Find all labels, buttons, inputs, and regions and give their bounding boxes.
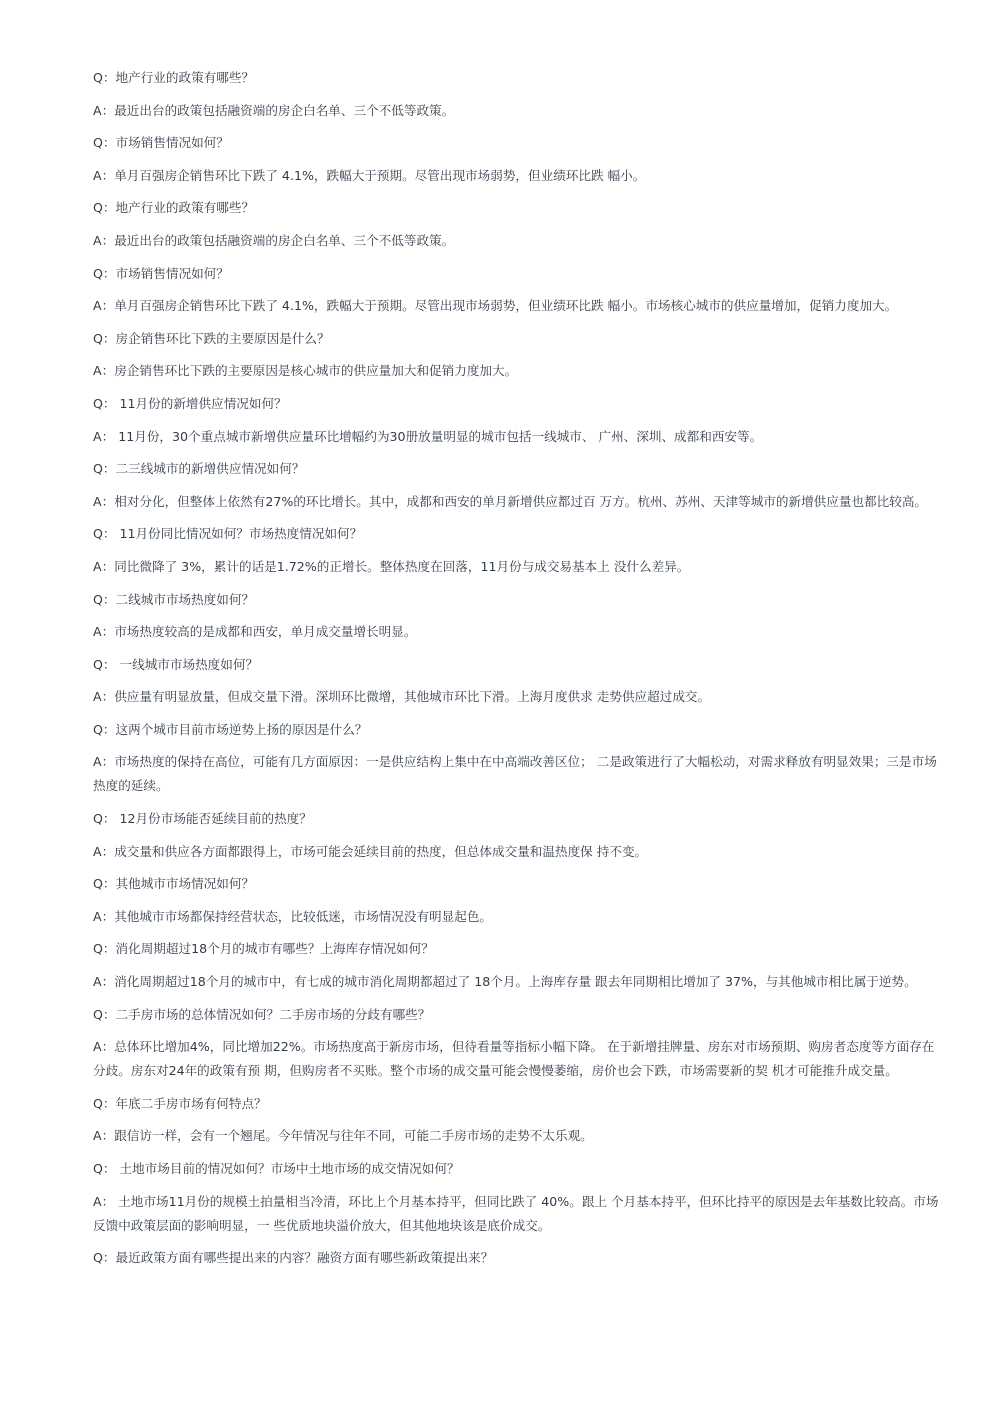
answer-line: A：市场热度较高的是成都和西安，单月成交量增长明显。: [93, 624, 417, 640]
question-line: Q：二手房市场的总体情况如何？二手房市场的分歧有哪些？: [93, 1006, 431, 1022]
question-line: Q：最近政策方面有哪些提出来的内容？融资方面有哪些新政策提出来？: [93, 1250, 494, 1266]
answer-line: A： 11月份，30个重点城市新增供应量环比增幅约为30册放量明显的城市包括一线城市、 广州、深圳、成都和西安等。: [93, 428, 763, 444]
question-line: Q：市场销售情况如何？: [93, 135, 229, 151]
answer-line: A：其他城市市场都保持经营状态，比较低迷，市场情况没有明显起色。: [93, 908, 493, 924]
answer-line: A： 土地市场11月份的规模土拍量相当冷清，环比上个月基本持平，但同比跌了 40%。跟上 个月基本持平，但环比持平的原因是去年基数比较高。市场反馈中政策层面的影响明显，一 些优质地块溢价放大，但其他地块该是底价成交。: [93, 1193, 939, 1233]
answer-line: A：跟信访一样，会有一个翘尾。今年情况与往年不同，可能二手房市场的走势不太乐观。: [93, 1128, 593, 1144]
qa-list: [93, 66, 945, 1279]
question-line: Q： 土地市场目前的情况如何？市场中土地市场的成交情况如何？: [93, 1161, 460, 1176]
question-line: Q：二三线城市的新增供应情况如何？: [93, 461, 305, 477]
answer-line: A：相对分化，但整体上依然有27%的环比增长。其中，成都和西安的单月新增供应都过百 万方。杭州、苏州、天津等城市的新增供应量也都比较高。: [93, 493, 928, 509]
question-line: Q：年底二手房市场有何特点？: [93, 1095, 267, 1111]
question-line: Q：地产行业的政策有哪些？: [93, 200, 255, 216]
question-line: Q： 11月份同比情况如何？市场热度情况如何？: [93, 526, 363, 542]
answer-line: A：总体环比增加4%，同比增加22%。市场热度高于新房市场，但待看量等指标小幅下降。 在于新增挂牌量、房东对市场预期、购房者态度等方面存在分歧。房东对24年的政策有预 期，但购房者不买账。整个市场的成交量可能会慢慢萎缩，房价也会下跌，市场需要新的契 机才可能推升成交量。: [93, 1039, 935, 1079]
question-line: Q：二线城市市场热度如何？: [93, 591, 255, 607]
answer-line: A：房企销售环比下跌的主要原因是核心城市的供应量加大和促销力度加大。: [93, 363, 518, 379]
question-line: Q：市场销售情况如何？: [93, 265, 229, 281]
answer-line: A：市场热度的保持在高位，可能有几方面原因：一是供应结构上集中在中高端改善区位； 二是政策进行了大幅松动，对需求释放有明显效果；三是市场热度的延续。: [93, 754, 937, 794]
question-line: Q： 一线城市市场热度如何？: [93, 656, 259, 672]
answer-line: A：供应量有明显放量，但成交量下滑。深圳环比微增，其他城市环比下滑。上海月度供求 走势供应超过成交。: [93, 689, 711, 705]
question-line: Q：地产行业的政策有哪些？: [93, 70, 255, 85]
answer-line: A：消化周期超过18个月的城市中，有七成的城市消化周期都超过了 18个月。上海库存量 跟去年同期相比增加了 37%，与其他城市相比属于逆势。: [93, 974, 917, 990]
answer-line: A：最近出台的政策包括融资端的房企白名单、三个不低等政策。: [93, 232, 455, 248]
question-line: Q： 11月份的新增供应情况如何？: [93, 395, 287, 411]
question-line: Q：其他城市市场情况如何？: [93, 876, 255, 892]
answer-line: A：同比微降了 3%，累计的话是1.72%的正增长。整体热度在回落，11月份与成交易基本上 没什么差异。: [93, 558, 690, 574]
answer-line: A：单月百强房企销售环比下跌了 4.1%，跌幅大于预期。尽管出现市场弱势，但业绩环比跌 幅小。: [93, 167, 646, 183]
question-line: Q：房企销售环比下跌的主要原因是什么？: [93, 330, 330, 346]
question-line: Q： 12月份市场能否延续目前的热度？: [93, 811, 312, 827]
question-line: Q：这两个城市目前市场逆势上扬的原因是什么？: [93, 721, 368, 737]
answer-line: A：最近出台的政策包括融资端的房企白名单、三个不低等政策。: [93, 102, 455, 118]
answer-line: A：单月百强房企销售环比下跌了 4.1%，跌幅大于预期。尽管出现市场弱势，但业绩环比跌 幅小。市场核心城市的供应量增加，促销力度加大。: [93, 298, 898, 314]
answer-line: A：成交量和供应各方面都跟得上，市场可能会延续目前的热度，但总体成交量和温热度保 持不变。: [93, 843, 648, 859]
question-line: Q：消化周期超过18个月的城市有哪些？上海库存情况如何？: [93, 941, 434, 957]
